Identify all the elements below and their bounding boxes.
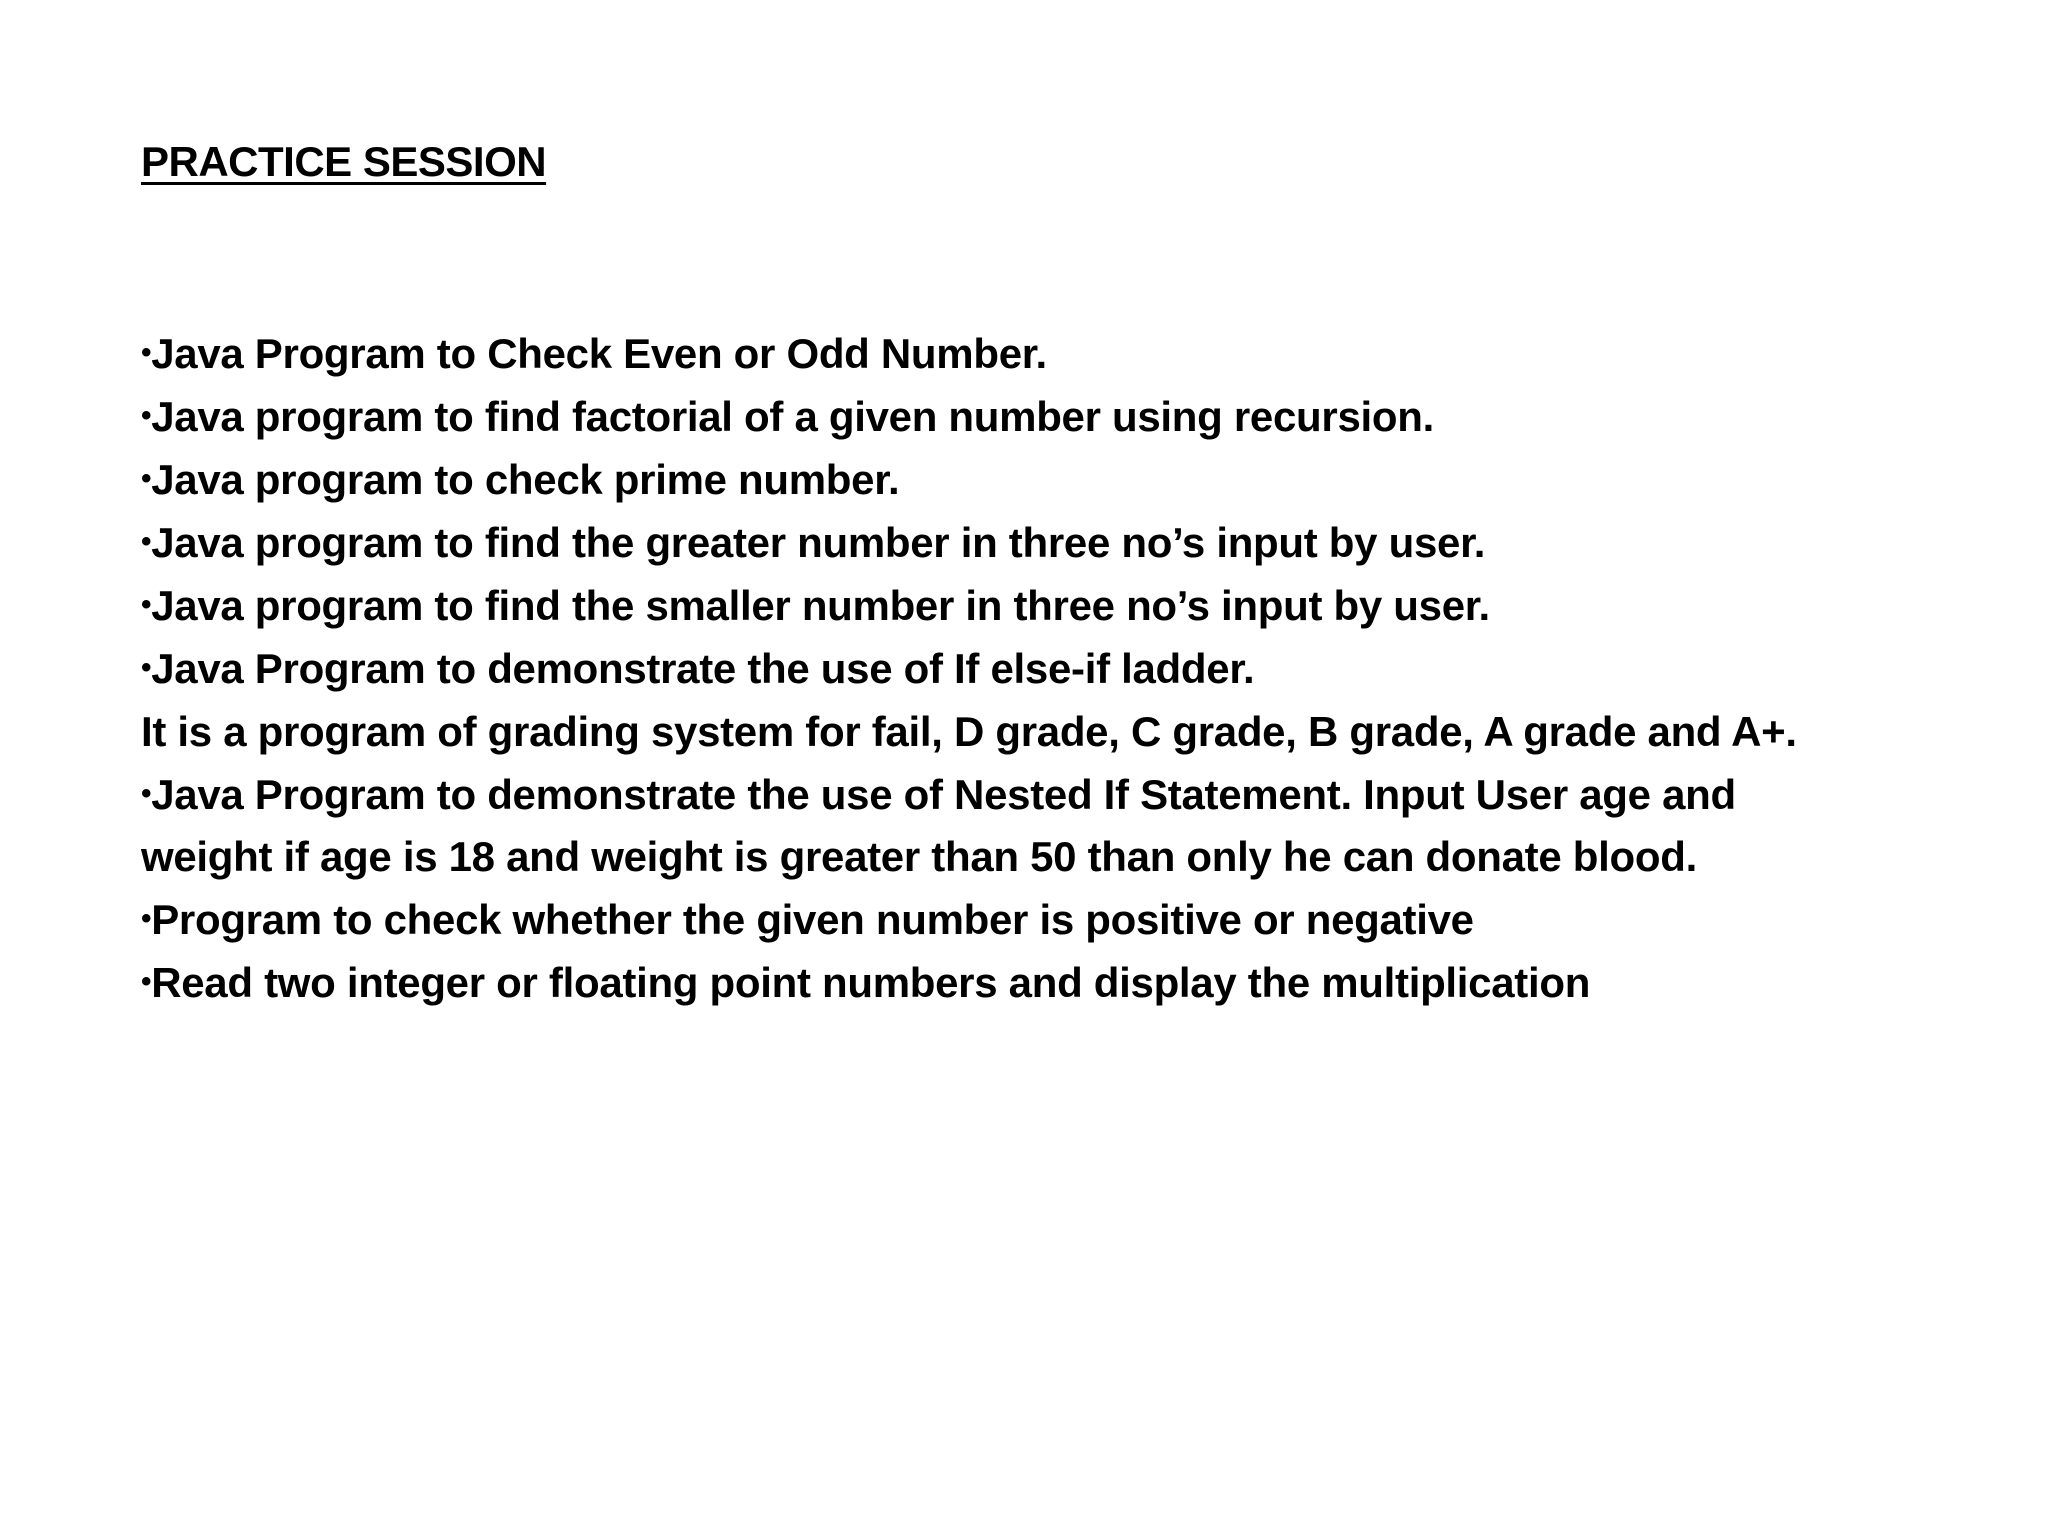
list-item bbox=[141, 888, 1921, 951]
list-item-text: It is a program of grading system for fail, D grade, C grade, B grade, A grade and A+. bbox=[141, 708, 1797, 755]
bullet-icon: • bbox=[141, 525, 152, 558]
list-item-continuation bbox=[141, 700, 1841, 763]
slide-body bbox=[141, 322, 1921, 1014]
bullet-icon: • bbox=[141, 462, 152, 495]
bullet-icon: • bbox=[141, 588, 152, 621]
list-item-text: Java program to find the greater number in three no’s input by user. bbox=[151, 519, 1486, 566]
list-item bbox=[141, 511, 1921, 574]
bullet-icon: • bbox=[141, 902, 152, 935]
list-item bbox=[141, 763, 1791, 888]
list-item bbox=[141, 448, 1921, 511]
slide-title: PRACTICE SESSION bbox=[141, 138, 547, 185]
bullet-icon: • bbox=[141, 336, 152, 369]
bullet-icon: • bbox=[141, 965, 152, 998]
bullet-icon: • bbox=[141, 399, 152, 432]
list-item bbox=[141, 951, 1921, 1014]
list-item bbox=[141, 637, 1921, 700]
list-item-text: Java Program to demonstrate the use of If else-if ladder. bbox=[151, 645, 1255, 692]
list-item-text: Read two integer or floating point numbers and display the multiplication bbox=[151, 959, 1591, 1006]
list-item-text: Program to check whether the given number is positive or negative bbox=[151, 896, 1474, 943]
list-item-text: Java Program to demonstrate the use of Nested If Statement. Input User age and weight if age is 18 and weight is greater than 50 than only he can donate blood. bbox=[141, 771, 1736, 880]
list-item bbox=[141, 322, 1921, 385]
list-item bbox=[141, 385, 1921, 448]
list-item-text: Java program to find the smaller number in three no’s input by user. bbox=[151, 582, 1490, 629]
list-item-text: Java Program to Check Even or Odd Number. bbox=[151, 330, 1047, 377]
list-item-text: Java program to find factorial of a given number using recursion. bbox=[151, 393, 1434, 440]
list-item-text: Java program to check prime number. bbox=[151, 456, 900, 503]
bullet-icon: • bbox=[141, 651, 152, 684]
bullet-icon: • bbox=[141, 777, 152, 810]
list-item bbox=[141, 574, 1921, 637]
